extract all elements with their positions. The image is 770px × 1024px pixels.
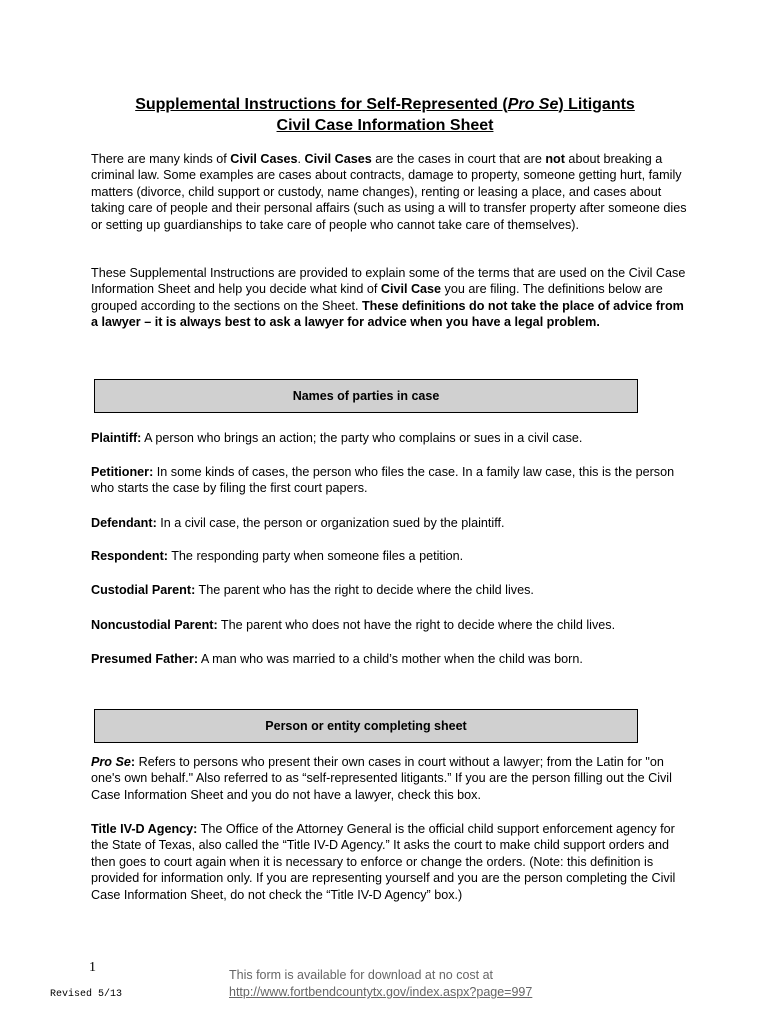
bold-run: Civil Cases bbox=[304, 152, 372, 166]
section-header-parties: Names of parties in case bbox=[94, 379, 638, 413]
revision-date: Revised 5/13 bbox=[50, 989, 123, 1000]
text-run: are the cases in court that are bbox=[371, 152, 546, 166]
text-run: about breaking a criminal law. Some examples are cases about contracts, damage to property, someone getting hurt, family matters (divorce, child support or custody, name changes), renting or leasing a place, and cases about taking care of people and their personal affairs (such as using a will to transfer property after someone dies or setting up guardianships to take care of people who cannot take care of themselves). bbox=[91, 152, 687, 232]
definition-plaintiff bbox=[91, 430, 691, 446]
text-title-iv-d: The Office of the Attorney General is the official child support enforcement agency for the State of Texas, also called the “Title IV-D Agency.” It asks the court to make child support orders and then goes to court again when it is necessary to enforce or change the orders. (Note: this definition is provided for information only. If you are representing yourself and you are the person completing the Civil Case Information Sheet, do not check the “Title IV-D Agency” box.) bbox=[91, 822, 676, 902]
definition-noncustodial-parent bbox=[91, 617, 691, 633]
text-custodial-parent: The parent who has the right to decide where the child lives. bbox=[195, 583, 534, 597]
term-noncustodial-parent: Noncustodial Parent: bbox=[91, 618, 218, 632]
term-respondent: Respondent: bbox=[91, 549, 168, 563]
term-petitioner: Petitioner: bbox=[91, 465, 154, 479]
definition-respondent bbox=[91, 548, 691, 564]
download-note bbox=[229, 967, 532, 1001]
term-title-iv-d: Title IV-D Agency: bbox=[91, 822, 198, 836]
term-custodial-parent: Custodial Parent: bbox=[91, 583, 196, 597]
title-pro-se: Pro Se bbox=[507, 96, 559, 113]
text-respondent: The responding party when someone files a petition. bbox=[167, 549, 464, 563]
text-defendant: In a civil case, the person or organization sued by the plaintiff. bbox=[156, 516, 505, 530]
term-plaintiff: Plaintiff: bbox=[91, 431, 142, 445]
term-presumed-father: Presumed Father: bbox=[91, 652, 199, 666]
document-subtitle: Civil Case Information Sheet bbox=[276, 117, 494, 134]
download-link[interactable]: http://www.fortbendcountytx.gov/index.aspx?page=997 bbox=[229, 985, 533, 999]
bold-run: Civil Cases bbox=[230, 152, 298, 166]
definition-presumed-father bbox=[91, 651, 691, 667]
term-pro-se-italic: Pro Se bbox=[91, 755, 131, 769]
text-run: There are many kinds of bbox=[91, 152, 231, 166]
bold-run: Civil Case bbox=[380, 282, 442, 297]
text-run: These Supplemental Instructions are provided to explain some of the terms that are used on the Civil Case Information Sheet and help you decide what kind of bbox=[91, 266, 686, 297]
text-pro-se: Refers to persons who present their own cases in court without a lawyer; from the Latin for "on one's own behalf." Also referred to as “self-represented litigants.” If you are the person filling out the Civil Case Information Sheet and you do not have a lawyer, check this box. bbox=[91, 755, 672, 802]
definition-defendant bbox=[91, 515, 691, 531]
title-prefix: Supplemental Instructions for Self-Represented ( bbox=[135, 96, 508, 113]
bold-run: These definitions do not take the place of advice from a lawyer – it is always best to ask a lawyer for advice when you have a legal problem. bbox=[91, 298, 684, 330]
page-number: 1 bbox=[89, 960, 96, 975]
text-run: . bbox=[297, 152, 305, 166]
definition-custodial-parent bbox=[91, 582, 691, 598]
definition-petitioner bbox=[91, 464, 691, 497]
text-presumed-father: A man who was married to a child’s mother when the child was born. bbox=[198, 652, 583, 666]
text-petitioner: In some kinds of cases, the person who files the case. In a family law case, this is the person who starts the case by filing the first court papers. bbox=[91, 465, 675, 496]
bold-run: not bbox=[545, 152, 565, 166]
term-defendant: Defendant: bbox=[91, 516, 157, 530]
text-run: you are filing. The definitions below are grouped according to the sections on the Sheet. bbox=[91, 282, 663, 313]
section-header-completing: Person or entity completing sheet bbox=[94, 709, 638, 743]
intro-paragraph-1 bbox=[91, 151, 691, 233]
intro-paragraph-2 bbox=[91, 265, 691, 331]
document-title bbox=[60, 95, 710, 115]
text-noncustodial-parent: The parent who does not have the right to decide where the child lives. bbox=[217, 618, 616, 632]
term-pro-se bbox=[91, 755, 135, 769]
title-suffix: ) Litigants bbox=[558, 96, 635, 113]
download-note-text: This form is available for download at no cost at bbox=[229, 968, 494, 982]
term-pro-se-colon: : bbox=[130, 755, 136, 769]
definition-title-iv-d bbox=[91, 821, 691, 903]
definition-pro-se bbox=[91, 754, 691, 803]
text-plaintiff: A person who brings an action; the party who complains or sues in a civil case. bbox=[141, 431, 583, 445]
